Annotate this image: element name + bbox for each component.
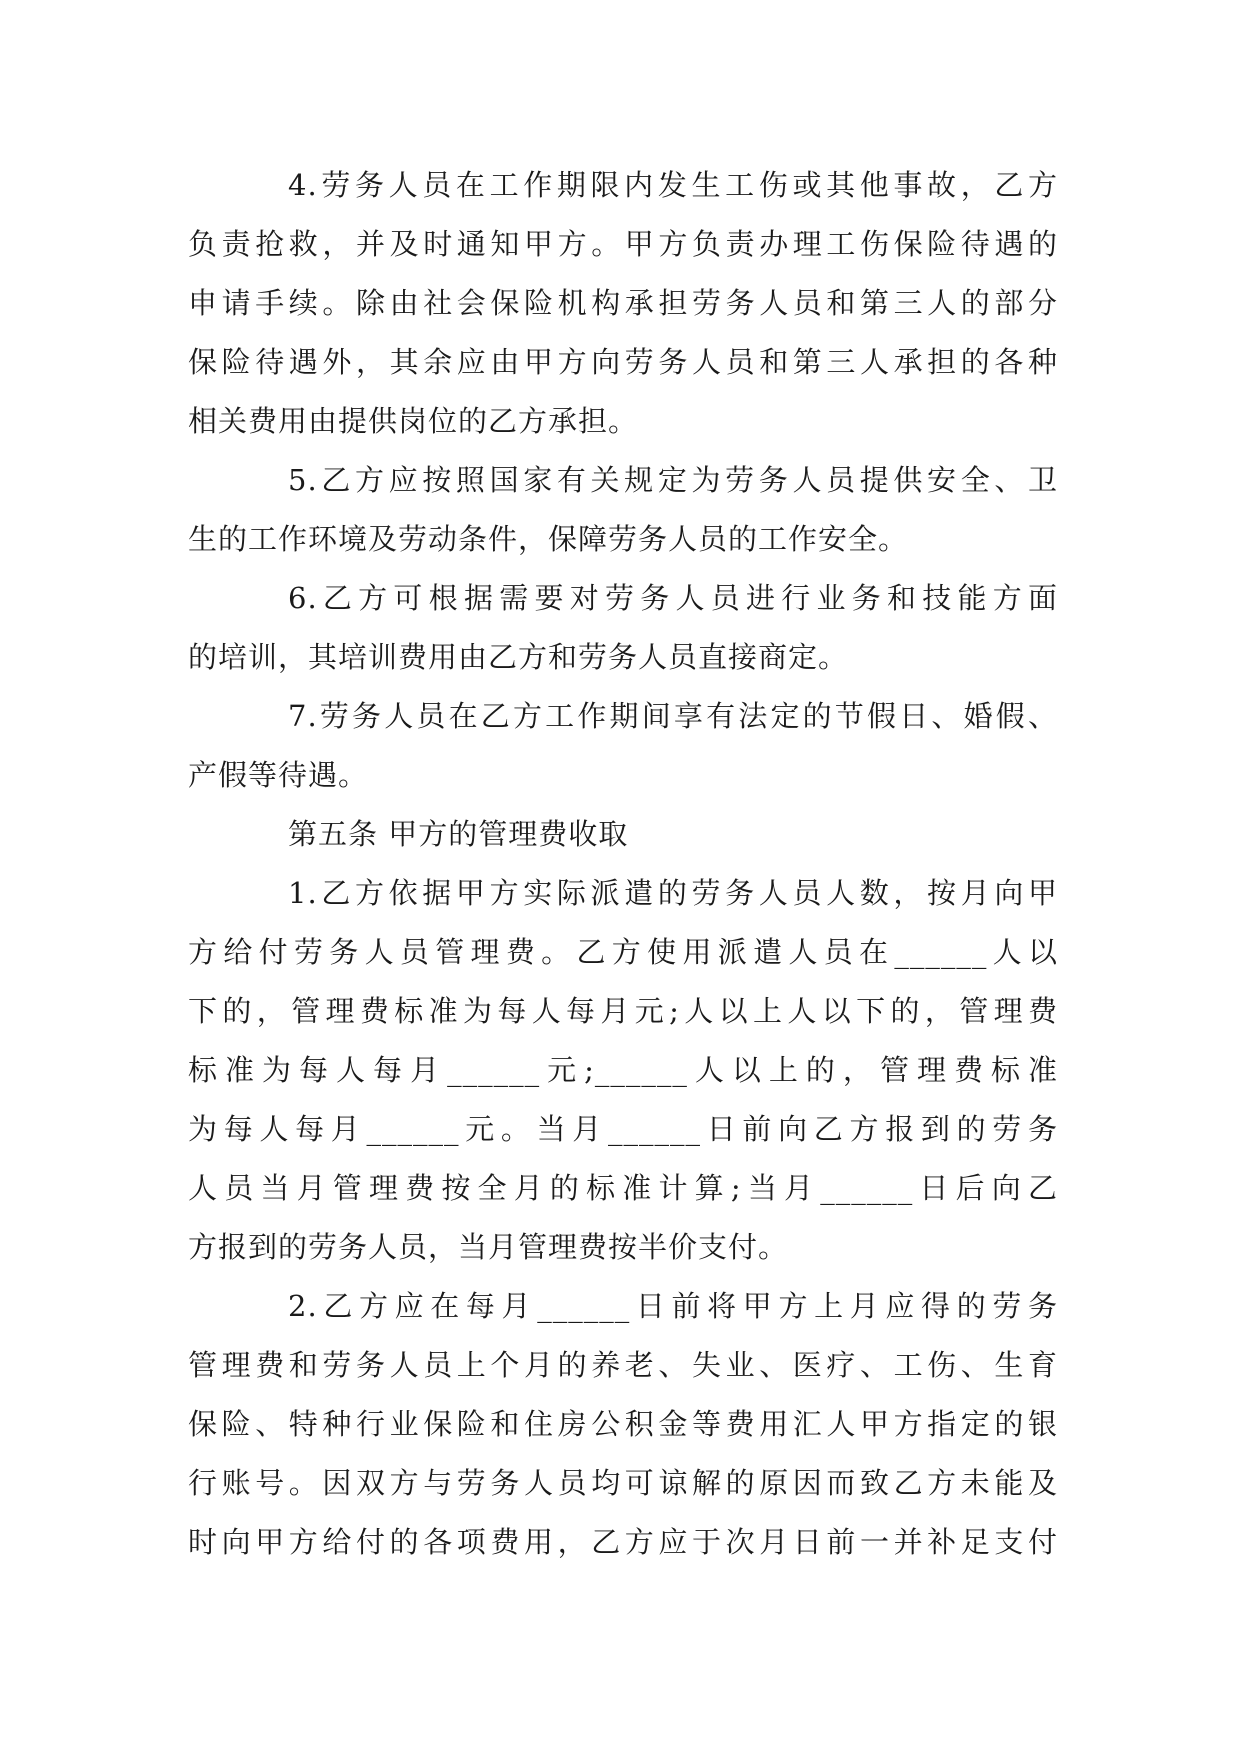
text-line: 人员当月管理费按全月的标准计算;当月______日后向乙 [188, 1171, 1058, 1205]
text-line: 下的，管理费标准为每人每月元;人以上人以下的，管理费 [188, 994, 1058, 1028]
text-line: 负责抢救，并及时通知甲方。甲方负责办理工伤保险待遇的 [188, 227, 1058, 261]
text-line: 1.乙方依据甲方实际派遣的劳务人员人数，按月向甲 [288, 876, 1058, 910]
text-line: 方报到的劳务人员，当月管理费按半价支付。 [188, 1230, 789, 1264]
text-line: 5.乙方应按照国家有关规定为劳务人员提供安全、卫 [288, 463, 1058, 497]
text-line: 方给付劳务人员管理费。乙方使用派遣人员在______人以 [188, 935, 1058, 969]
text-line: 产假等待遇。 [188, 758, 369, 792]
text-line: 生的工作环境及劳动条件，保障劳务人员的工作安全。 [188, 522, 909, 556]
section-heading: 第五条 甲方的管理费收取 [288, 817, 629, 851]
text-line: 保险、特种行业保险和住房公积金等费用汇人甲方指定的银 [188, 1407, 1058, 1441]
text-line: 保险待遇外，其余应由甲方向劳务人员和第三人承担的各种 [188, 345, 1058, 379]
text-line: 时向甲方给付的各项费用，乙方应于次月日前一并补足支付 [188, 1525, 1058, 1559]
text-line: 行账号。因双方与劳务人员均可谅解的原因而致乙方未能及 [188, 1466, 1058, 1500]
text-line: 标准为每人每月______元;______人以上的，管理费标准 [188, 1053, 1058, 1087]
document-body [188, 156, 1058, 1572]
text-line: 6.乙方可根据需要对劳务人员进行业务和技能方面 [288, 581, 1058, 615]
text-line: 相关费用由提供岗位的乙方承担。 [188, 404, 639, 438]
text-line: 的培训，其培训费用由乙方和劳务人员直接商定。 [188, 640, 849, 674]
text-line: 2.乙方应在每月______日前将甲方上月应得的劳务 [288, 1289, 1058, 1323]
text-line: 7.劳务人员在乙方工作期间享有法定的节假日、婚假、 [288, 699, 1058, 733]
text-line: 4.劳务人员在工作期限内发生工伤或其他事故，乙方 [288, 168, 1058, 202]
text-line: 管理费和劳务人员上个月的养老、失业、医疗、工伤、生育 [188, 1348, 1058, 1382]
text-line: 申请手续。除由社会保险机构承担劳务人员和第三人的部分 [188, 286, 1058, 320]
text-line: 为每人每月______元。当月______日前向乙方报到的劳务 [188, 1112, 1058, 1146]
